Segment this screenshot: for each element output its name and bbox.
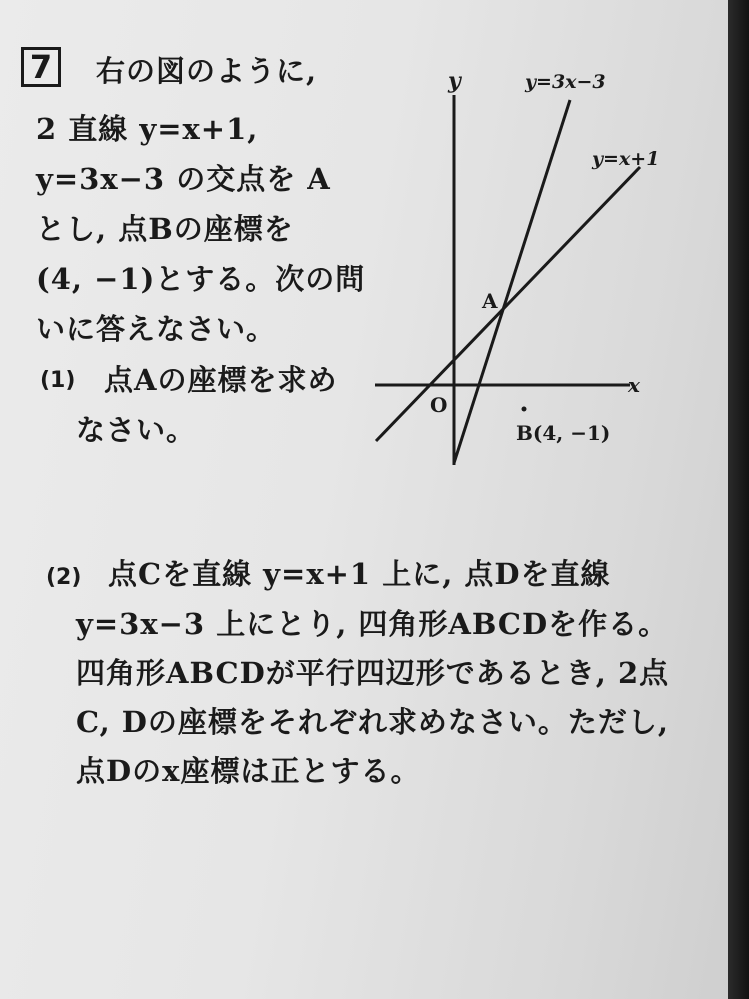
point-a-label: A: [482, 289, 498, 313]
origin-label: O: [430, 393, 448, 417]
question-2-line-4: C, Dの座標をそれぞれ求めなさい。ただし,: [76, 705, 670, 739]
question-2-line-2: y=3x−3 上にとり, 四角形ABCDを作る。: [76, 607, 669, 641]
question-1-line-2: なさい。: [76, 413, 197, 447]
intro-line-6: いに答えなさい。: [36, 312, 277, 346]
line-1-label: y=3x−3: [525, 71, 606, 93]
problem-number-box: [21, 47, 61, 87]
question-2-line-3: 四角形ABCDが平行四辺形であるとき, 2点: [76, 656, 670, 690]
coordinate-figure: [370, 55, 670, 470]
intro-line-1: 右の図のように,: [96, 54, 318, 88]
point-b-dot: [522, 407, 527, 412]
intro-line-4: とし, 点Bの座標を: [36, 212, 294, 246]
y-axis-label: y: [448, 68, 461, 94]
line-2-label: y=x+1: [592, 148, 660, 170]
intro-line-3: y=3x−3 の交点を A: [36, 162, 331, 196]
question-1-line-1: 点Aの座標を求め: [104, 363, 338, 397]
x-axis-label: x: [628, 373, 640, 397]
intro-line-2: 2 直線 y=x+1,: [36, 112, 259, 146]
question-2-label: (2): [46, 565, 82, 590]
question-1-label: (1): [40, 368, 76, 393]
question-2-line-5: 点Dのx座標は正とする。: [76, 754, 421, 788]
intro-line-5: (4, −1)とする。次の問: [36, 262, 366, 296]
question-2-line-1: 点Cを直線 y=x+1 上に, 点Dを直線: [108, 557, 611, 591]
line-y-3x-3: [454, 100, 570, 463]
problem-number: 7: [29, 48, 53, 86]
line-y-x-1: [376, 167, 640, 441]
coordinate-graph: [370, 55, 670, 470]
point-b-label: B(4, −1): [516, 421, 611, 445]
paper-edge-shadow: [728, 0, 749, 999]
